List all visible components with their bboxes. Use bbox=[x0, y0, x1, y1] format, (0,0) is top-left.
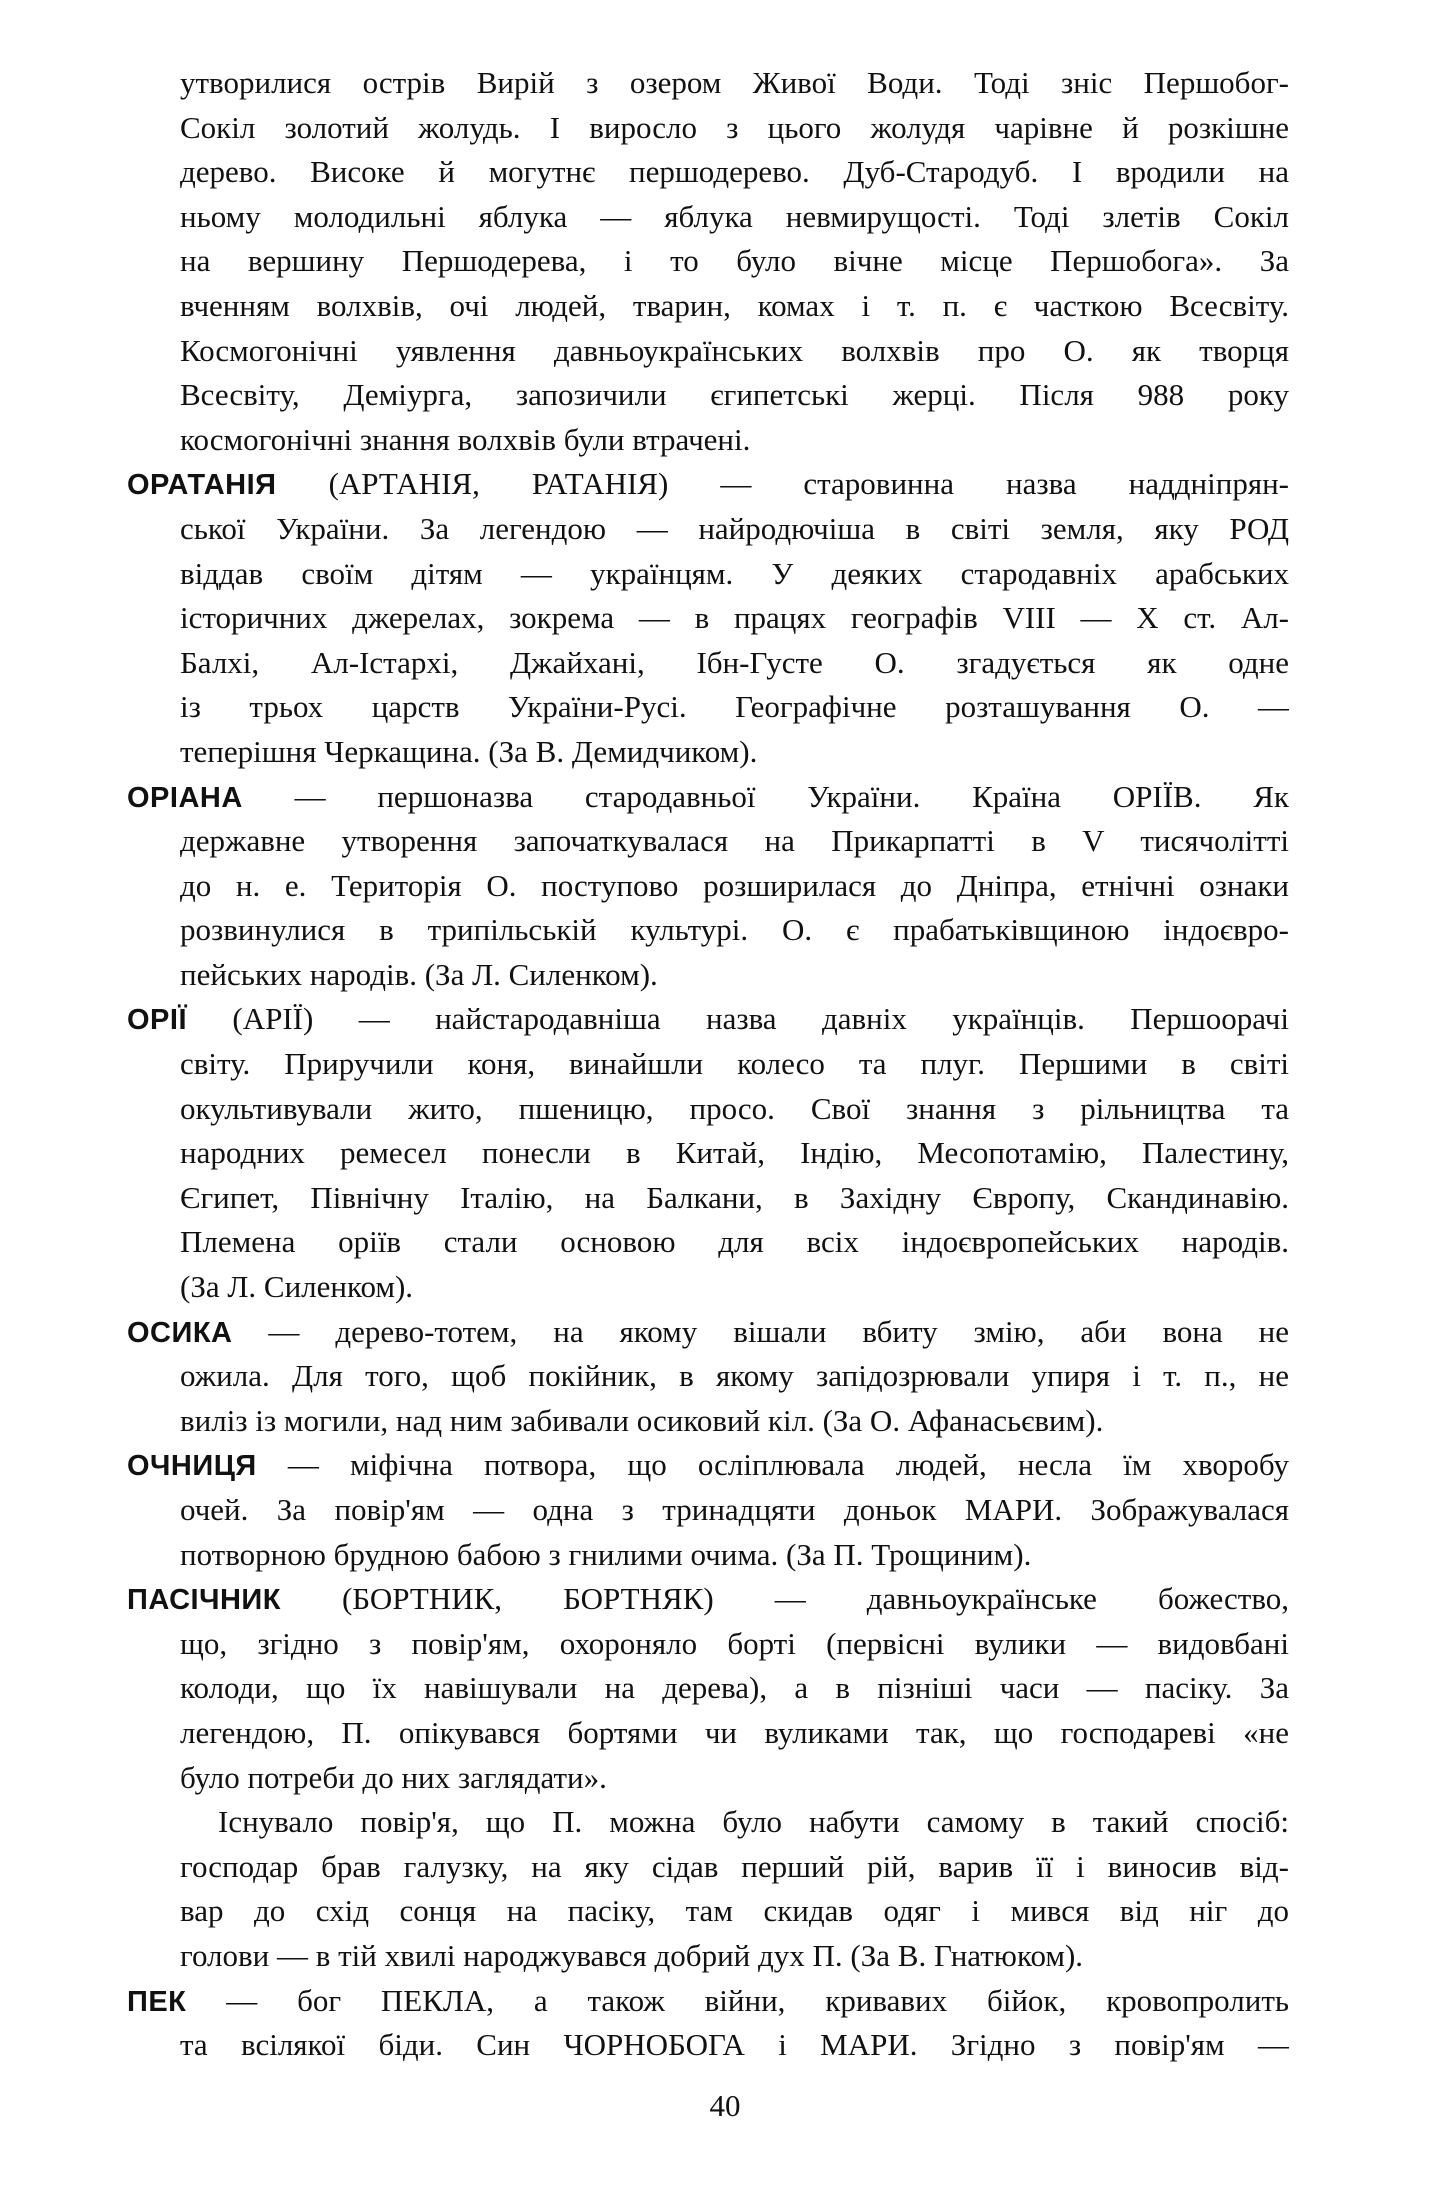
line-text: ської України. За легендою — найродючіша в світі земля, яку РОД bbox=[180, 510, 1289, 546]
text-line bbox=[127, 864, 1289, 909]
text-line bbox=[127, 1042, 1289, 1087]
text-line bbox=[127, 1087, 1289, 1132]
text-line bbox=[127, 284, 1289, 329]
text-line bbox=[127, 1399, 1289, 1444]
text-line bbox=[127, 1176, 1289, 1221]
line-text: народних ремесел понесли в Китай, Індію, Месопотамію, Палестину, bbox=[180, 1135, 1289, 1171]
line-text: Всесвіту, Деміурга, запозичили єгипетські жерці. Після 988 року bbox=[180, 377, 1289, 413]
text-line bbox=[127, 1845, 1289, 1890]
text-line bbox=[127, 239, 1289, 284]
line-text: виліз із могили, над ним забивали осиковий кіл. (За О. Афанасьєвим). bbox=[180, 1402, 1104, 1438]
entry-headword: ПЕК bbox=[127, 1985, 187, 2018]
line-text: що, згідно з повір'ям, охороняло борті (первісні вулики — видовбані bbox=[180, 1625, 1289, 1661]
dictionary-entry bbox=[127, 1577, 1289, 1800]
text-line bbox=[127, 2023, 1289, 2068]
line-text: колоди, що їх навішували на дерева), а в пізніші часи — пасіку. За bbox=[180, 1670, 1289, 1706]
dictionary-entry bbox=[127, 997, 1289, 1309]
text-line bbox=[127, 1756, 1289, 1801]
text-line bbox=[127, 1443, 1289, 1488]
line-text: вченням волхвів, очі людей, тварин, комах і т. п. є часткою Всесвіту. bbox=[180, 287, 1289, 323]
line-text: було потреби до них заглядати». bbox=[180, 1759, 607, 1795]
line-text: ньому молодильні яблука — яблука невмирущості. Тоді злетів Сокіл bbox=[180, 198, 1289, 234]
text-line bbox=[127, 106, 1289, 151]
text-line bbox=[127, 1934, 1289, 1979]
text-line bbox=[127, 775, 1289, 820]
text-line bbox=[127, 1889, 1289, 1934]
line-text: (АРТАНІЯ, РАТАНІЯ) — старовинна назва наддніпрян- bbox=[276, 466, 1289, 502]
line-text: (За Л. Силенком). bbox=[180, 1269, 414, 1305]
line-text: очей. За повір'ям — одна з тринадцяти доньок МАРИ. Зображувалася bbox=[180, 1492, 1289, 1527]
line-text: космогонічні знання волхвів були втрачені. bbox=[180, 421, 751, 457]
entry-headword: ПАСІЧНИК bbox=[127, 1584, 281, 1617]
line-text: легендою, П. опікувався бортями чи вуликами так, що господареві «не bbox=[180, 1714, 1289, 1750]
text-line bbox=[127, 641, 1289, 686]
line-text: — дерево-тотем, на якому вішали вбиту змію, аби вона не bbox=[232, 1313, 1289, 1349]
line-text: Балхі, Ал-Істархі, Джайхані, Ібн-Густе О. згадується як одне bbox=[180, 644, 1289, 680]
line-text: та всілякої біди. Син ЧОРНОБОГА і МАРИ. Згідно з повір'ям — bbox=[180, 2027, 1289, 2063]
text-line bbox=[127, 908, 1289, 953]
text-line bbox=[127, 1220, 1289, 1265]
line-text: дерево. Високе й могутнє першодерево. Дуб-Стародуб. І вродили на bbox=[180, 154, 1289, 190]
text-line bbox=[127, 1622, 1289, 1667]
dictionary-entry bbox=[127, 1310, 1289, 1444]
entry-headword: ОРІАНА bbox=[127, 781, 243, 814]
line-text: віддав своїм дітям — українцям. У деяких стародавніх арабських bbox=[180, 555, 1289, 591]
text-line bbox=[127, 1310, 1289, 1355]
dictionary-entry bbox=[127, 1979, 1289, 2068]
line-text: — міфічна потвора, що осліплювала людей, несла їм хворобу bbox=[256, 1447, 1289, 1483]
line-text: вар до схід сонця на пасіку, там скидав одяг і мився від ніг до bbox=[180, 1893, 1289, 1929]
dictionary-entry bbox=[127, 462, 1289, 774]
line-text: Єгипет, Північну Італію, на Балкани, в Західну Європу, Скандинавію. bbox=[180, 1179, 1289, 1215]
line-text: пейських народів. (За Л. Силенком). bbox=[180, 956, 658, 992]
line-text: до н. е. Територія О. поступово розширилася до Дніпра, етнічні ознаки bbox=[180, 867, 1289, 903]
line-text: світу. Приручили коня, винайшли колесо та плуг. Першими в світі bbox=[180, 1046, 1289, 1082]
line-text: — бог ПЕКЛА, а також війни, кривавих бійок, кровопролить bbox=[186, 1982, 1289, 2018]
text-line bbox=[127, 195, 1289, 240]
text-line bbox=[127, 1577, 1289, 1622]
line-text: голови — в тій хвилі народжувався добрий дух П. (За В. Гнатюком). bbox=[180, 1937, 1084, 1973]
line-text: утворилися острів Вирій з озером Живої Води. Тоді зніс Першобог- bbox=[180, 65, 1289, 100]
line-text: окультивували жито, пшеницю, просо. Свої знання з рільництва та bbox=[180, 1090, 1289, 1126]
text-line bbox=[127, 329, 1289, 374]
text-line bbox=[127, 1265, 1289, 1310]
line-text: — першоназва стародавньої України. Країна ОРІЇВ. Як bbox=[242, 778, 1289, 814]
text-line bbox=[127, 150, 1289, 195]
line-text: ожила. Для того, щоб покійник, в якому запідозрювали упиря і т. п., не bbox=[180, 1358, 1289, 1394]
text-line bbox=[127, 1533, 1289, 1578]
entry-headword: ОСИКА bbox=[127, 1316, 233, 1349]
text-line bbox=[127, 685, 1289, 730]
line-text: історичних джерелах, зокрема — в працях географів VIII — X ст. Ал- bbox=[180, 600, 1289, 636]
text-line bbox=[127, 997, 1289, 1042]
line-text: державне утворення започаткувалася на Прикарпатті в V тисячолітті bbox=[180, 823, 1289, 859]
page-body bbox=[127, 61, 1289, 2068]
text-line bbox=[127, 730, 1289, 775]
paragraph bbox=[127, 1800, 1289, 1978]
text-line bbox=[127, 61, 1289, 106]
paragraph bbox=[127, 61, 1289, 462]
text-line bbox=[127, 819, 1289, 864]
text-line bbox=[127, 1131, 1289, 1176]
line-text: потворною брудною бабою з гнилими очима. (За П. Трощиним). bbox=[180, 1536, 1032, 1572]
text-line bbox=[127, 373, 1289, 418]
text-line bbox=[127, 596, 1289, 641]
line-text: теперішня Черкащина. (За В. Демидчиком). bbox=[180, 733, 758, 769]
text-line bbox=[127, 1354, 1289, 1399]
entry-headword: ОРАТАНІЯ bbox=[127, 469, 277, 502]
line-text: розвинулися в трипільській культурі. О. є прабатьківщиною індоєвро- bbox=[180, 912, 1289, 948]
text-line bbox=[127, 462, 1289, 507]
entry-headword: ОРІЇ bbox=[127, 1004, 187, 1037]
line-text: із трьох царств України-Русі. Географічне розташування О. — bbox=[180, 689, 1289, 725]
text-line bbox=[127, 1800, 1289, 1845]
text-line bbox=[127, 552, 1289, 597]
dictionary-entry bbox=[127, 1443, 1289, 1577]
text-line bbox=[127, 953, 1289, 998]
line-text: Племена оріїв стали основою для всіх індоєвропейських народів. bbox=[180, 1224, 1289, 1260]
entry-headword: ОЧНИЦЯ bbox=[127, 1450, 257, 1483]
line-text: господар брав галузку, на яку сідав перший рій, варив її і виносив від- bbox=[180, 1848, 1289, 1884]
line-text: Космогонічні уявлення давньоукраїнських волхвів про О. як творця bbox=[180, 332, 1289, 368]
page-number: 40 bbox=[709, 2088, 741, 2123]
line-text: Існувало повір'я, що П. можна було набути самому в такий спосіб: bbox=[218, 1804, 1289, 1840]
text-line bbox=[127, 1666, 1289, 1711]
text-line bbox=[127, 507, 1289, 552]
line-text: на вершину Першодерева, і то було вічне місце Першобога». За bbox=[180, 243, 1289, 279]
text-line bbox=[127, 418, 1289, 463]
text-line bbox=[127, 1711, 1289, 1756]
line-text: (АРІЇ) — найстародавніша назва давніх українців. Першоорачі bbox=[186, 1001, 1289, 1037]
line-text: (БОРТНИК, БОРТНЯК) — давньоукраїнське божество, bbox=[280, 1581, 1289, 1617]
line-text: Сокіл золотий жолудь. І виросло з цього жолудя чарівне й розкішне bbox=[180, 109, 1289, 145]
text-line bbox=[127, 1979, 1289, 2024]
text-line bbox=[127, 1488, 1289, 1533]
dictionary-entry bbox=[127, 775, 1289, 998]
